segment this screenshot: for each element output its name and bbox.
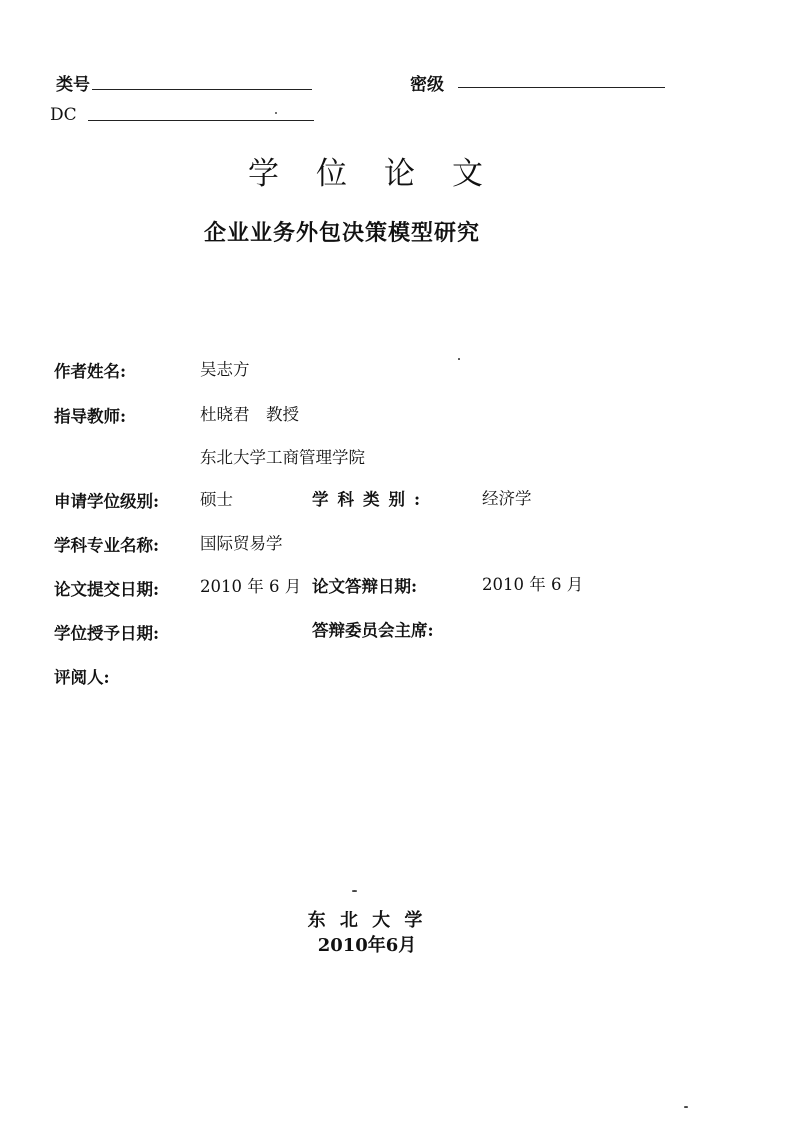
defense-date-label: 论文答辩日期: <box>312 577 418 596</box>
degree-level-value: 硕士 <box>200 490 233 509</box>
title-char: 文 <box>452 156 483 192</box>
title-char: 学 <box>248 156 279 192</box>
scan-speck <box>458 358 460 360</box>
advisor-label: 指导教师: <box>54 407 127 426</box>
major-value: 国际贸易学 <box>200 534 283 553</box>
advisor-value: 杜晓君 教授 <box>200 405 299 424</box>
committee-chair-label: 答辩委员会主席: <box>312 621 434 640</box>
title-char: 论 <box>384 156 415 192</box>
title-char: 位 <box>316 156 347 192</box>
discipline-label: 学科类别: <box>312 490 430 509</box>
udc-label: DC <box>50 105 77 125</box>
degree-level-label: 申请学位级别: <box>54 492 160 511</box>
discipline-value: 经济学 <box>482 489 532 508</box>
class-number-blank <box>92 89 312 90</box>
university-name: 东 北 大 学 <box>307 910 427 931</box>
reviewer-label: 评阅人: <box>54 668 110 687</box>
cover-date: 2010年6月 <box>317 935 417 956</box>
document-type-title <box>248 148 520 193</box>
author-label: 作者姓名: <box>54 362 127 381</box>
thesis-title: 企业业务外包决策模型研究 <box>204 220 481 246</box>
submit-date-value: 2010 年 6 月 <box>200 577 302 596</box>
udc-blank <box>88 120 314 121</box>
submit-date-label: 论文提交日期: <box>54 580 160 599</box>
institution-value: 东北大学工商管理学院 <box>200 448 365 467</box>
class-number-label: 类号 <box>56 75 90 95</box>
scan-speck <box>275 112 277 114</box>
major-label: 学科专业名称: <box>54 536 160 555</box>
award-date-label: 学位授予日期: <box>54 624 160 643</box>
scan-speck <box>684 1106 688 1108</box>
scan-speck <box>352 890 357 892</box>
author-value: 吴志方 <box>200 360 250 379</box>
defense-date-value: 2010 年 6 月 <box>482 575 584 594</box>
secret-level-blank <box>458 87 665 88</box>
secret-level-label: 密级 <box>410 75 444 95</box>
